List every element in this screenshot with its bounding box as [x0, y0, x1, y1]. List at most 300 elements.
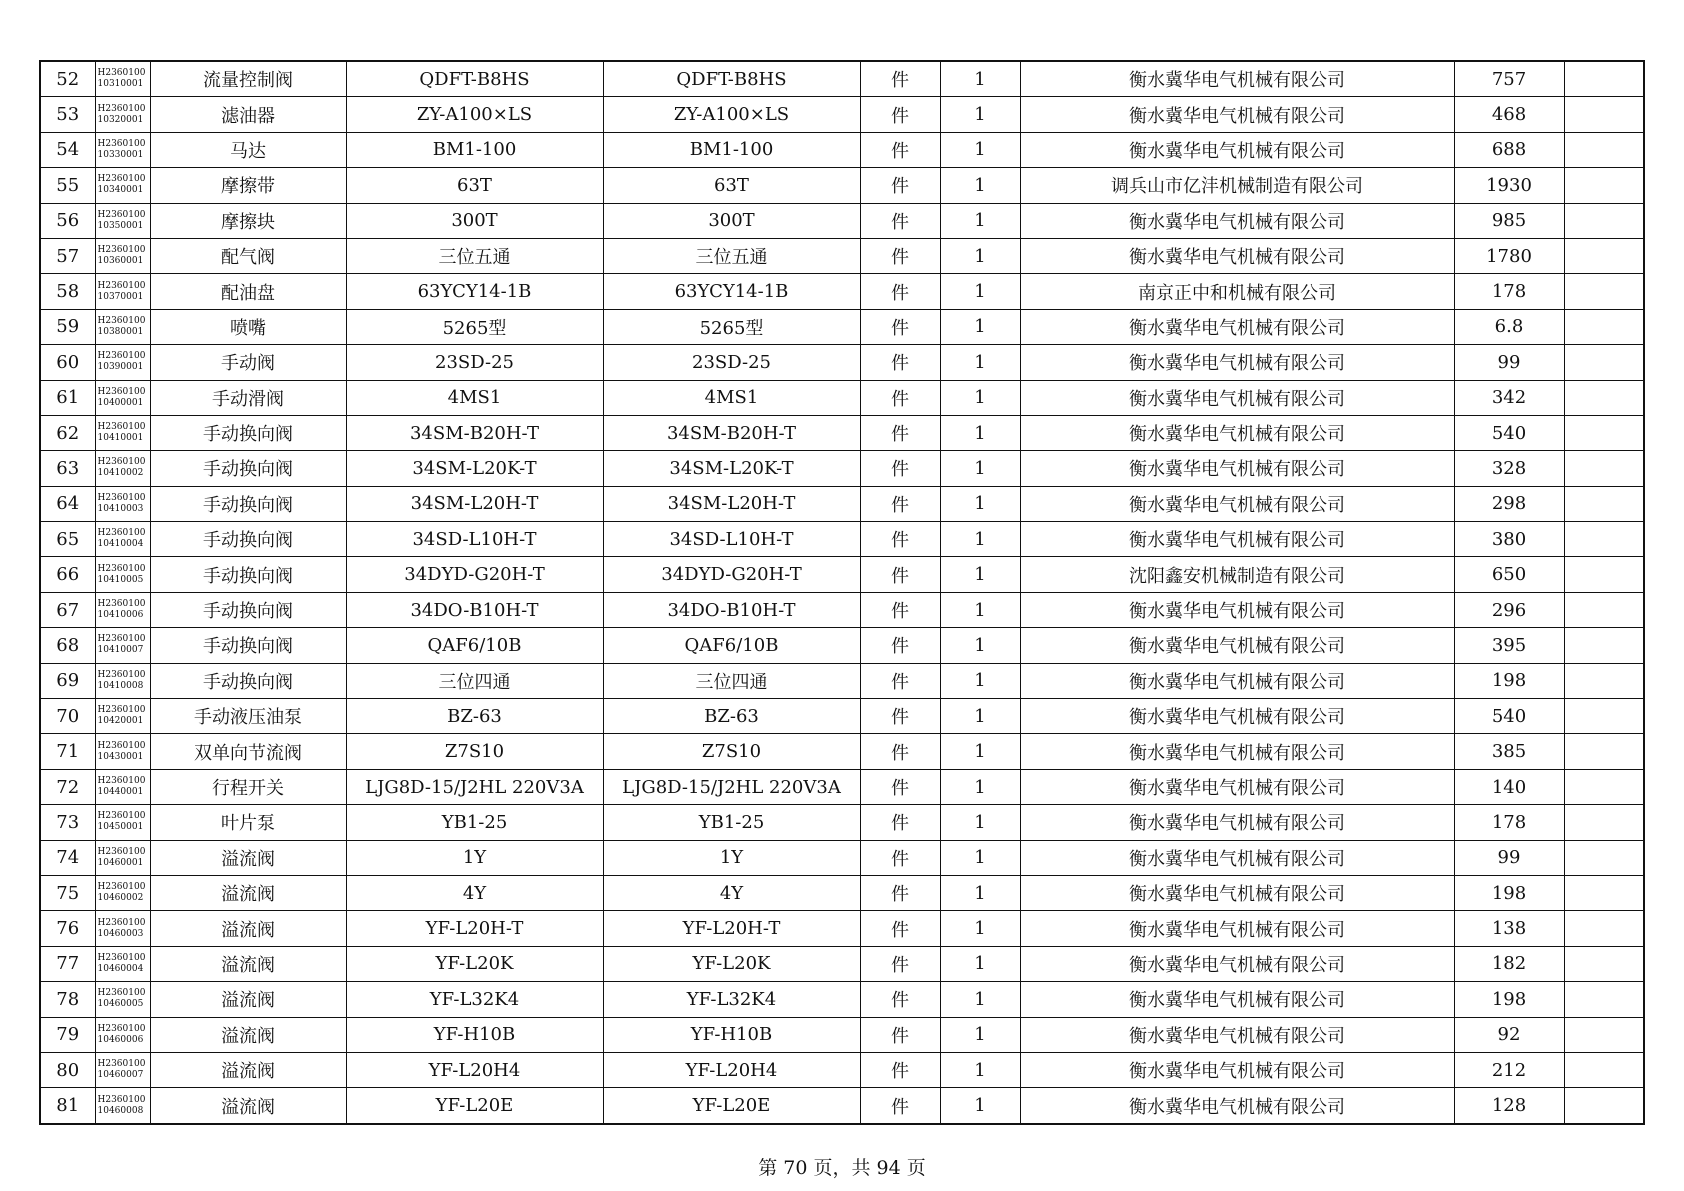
- item-code-part: H2360100: [97, 1023, 146, 1034]
- item-name: 溢流阀: [150, 1052, 346, 1087]
- item-code: [95, 238, 150, 273]
- item-name: 滤油器: [150, 97, 346, 132]
- item-name: 手动换向阀: [150, 415, 346, 450]
- item-name: 手动液压油泵: [150, 699, 346, 734]
- item-price: 328: [1454, 451, 1564, 486]
- item-unit: 件: [860, 628, 940, 663]
- item-price: 1780: [1454, 238, 1564, 273]
- item-name: 溢流阀: [150, 875, 346, 910]
- item-spec: 4Y: [346, 875, 603, 910]
- item-model: 63YCY14-1B: [603, 274, 860, 309]
- item-unit: 件: [860, 1088, 940, 1124]
- item-remark: [1564, 699, 1644, 734]
- item-code: [95, 203, 150, 238]
- item-supplier: 衡水冀华电气机械有限公司: [1020, 97, 1454, 132]
- row-number: 67: [40, 592, 95, 627]
- item-model: 1Y: [603, 840, 860, 875]
- item-unit: 件: [860, 557, 940, 592]
- row-number: 68: [40, 628, 95, 663]
- item-quantity: 1: [940, 982, 1020, 1017]
- item-supplier: 衡水冀华电气机械有限公司: [1020, 805, 1454, 840]
- item-quantity: 1: [940, 875, 1020, 910]
- item-code-part: 10460008: [97, 1105, 144, 1116]
- item-price: 540: [1454, 699, 1564, 734]
- item-model: 300T: [603, 203, 860, 238]
- item-supplier: 衡水冀华电气机械有限公司: [1020, 522, 1454, 557]
- item-unit: 件: [860, 61, 940, 97]
- item-spec: 63YCY14-1B: [346, 274, 603, 309]
- item-spec: YF-L20E: [346, 1088, 603, 1124]
- table-row: [40, 875, 1644, 910]
- item-price: 92: [1454, 1017, 1564, 1052]
- row-number: 81: [40, 1088, 95, 1124]
- item-code-part: 10410007: [97, 645, 144, 656]
- item-unit: 件: [860, 486, 940, 521]
- item-price: 380: [1454, 522, 1564, 557]
- item-code-part: 10460003: [97, 928, 144, 939]
- item-name: 叶片泵: [150, 805, 346, 840]
- item-code-part: 10410004: [97, 539, 144, 550]
- item-remark: [1564, 97, 1644, 132]
- item-supplier: 衡水冀华电气机械有限公司: [1020, 345, 1454, 380]
- item-remark: [1564, 557, 1644, 592]
- item-price: 99: [1454, 840, 1564, 875]
- item-supplier: 衡水冀华电气机械有限公司: [1020, 61, 1454, 97]
- item-code-part: 10460004: [97, 963, 144, 974]
- item-spec: Z7S10: [346, 734, 603, 769]
- item-code-part: 10460006: [97, 1034, 144, 1045]
- item-name: 喷嘴: [150, 309, 346, 344]
- item-unit: 件: [860, 274, 940, 309]
- item-code-part: 10450001: [97, 822, 144, 833]
- item-code-part: H2360100: [97, 811, 146, 822]
- item-model: QAF6/10B: [603, 628, 860, 663]
- item-spec: 5265型: [346, 309, 603, 344]
- item-name: 溢流阀: [150, 1017, 346, 1052]
- item-model: YF-L20H4: [603, 1052, 860, 1087]
- item-model: 三位五通: [603, 238, 860, 273]
- item-price: 1930: [1454, 168, 1564, 203]
- item-quantity: 1: [940, 592, 1020, 627]
- item-code: [95, 97, 150, 132]
- item-code: [95, 911, 150, 946]
- item-unit: 件: [860, 1017, 940, 1052]
- item-code-part: H2360100: [97, 882, 146, 893]
- item-remark: [1564, 451, 1644, 486]
- item-model: 34SM-L20K-T: [603, 451, 860, 486]
- item-code: [95, 415, 150, 450]
- row-number: 77: [40, 946, 95, 981]
- item-spec: 三位五通: [346, 238, 603, 273]
- item-model: ZY-A100×LS: [603, 97, 860, 132]
- item-spec: 4MS1: [346, 380, 603, 415]
- item-remark: [1564, 663, 1644, 698]
- item-spec: 34SM-L20K-T: [346, 451, 603, 486]
- row-number: 53: [40, 97, 95, 132]
- item-model: YF-H10B: [603, 1017, 860, 1052]
- item-remark: [1564, 628, 1644, 663]
- table-row: [40, 238, 1644, 273]
- item-remark: [1564, 203, 1644, 238]
- item-supplier: 衡水冀华电气机械有限公司: [1020, 663, 1454, 698]
- table-row: [40, 805, 1644, 840]
- item-unit: 件: [860, 734, 940, 769]
- item-quantity: 1: [940, 203, 1020, 238]
- item-code-part: H2360100: [97, 669, 146, 680]
- item-quantity: 1: [940, 380, 1020, 415]
- item-code-part: 10330001: [97, 149, 144, 160]
- item-code: [95, 451, 150, 486]
- item-code: [95, 946, 150, 981]
- item-price: 688: [1454, 132, 1564, 167]
- item-code-part: H2360100: [97, 988, 146, 999]
- item-model: 5265型: [603, 309, 860, 344]
- item-code: [95, 380, 150, 415]
- item-code-part: H2360100: [97, 280, 146, 291]
- item-unit: 件: [860, 663, 940, 698]
- item-remark: [1564, 132, 1644, 167]
- item-model: 34DYD-G20H-T: [603, 557, 860, 592]
- table-row: [40, 557, 1644, 592]
- item-price: 757: [1454, 61, 1564, 97]
- item-spec: YB1-25: [346, 805, 603, 840]
- item-code-part: H2360100: [97, 174, 146, 185]
- item-unit: 件: [860, 805, 940, 840]
- item-remark: [1564, 274, 1644, 309]
- table-body: [40, 61, 1644, 1124]
- item-model: YF-L32K4: [603, 982, 860, 1017]
- row-number: 76: [40, 911, 95, 946]
- item-code-part: 10410006: [97, 610, 144, 621]
- item-quantity: 1: [940, 1088, 1020, 1124]
- table-row: [40, 61, 1644, 97]
- item-supplier: 衡水冀华电气机械有限公司: [1020, 840, 1454, 875]
- item-remark: [1564, 805, 1644, 840]
- parts-table: [39, 60, 1645, 1125]
- item-code-part: H2360100: [97, 386, 146, 397]
- item-quantity: 1: [940, 61, 1020, 97]
- item-spec: 63T: [346, 168, 603, 203]
- item-price: 128: [1454, 1088, 1564, 1124]
- item-code: [95, 769, 150, 804]
- item-code-part: 10350001: [97, 220, 144, 231]
- item-model: BZ-63: [603, 699, 860, 734]
- item-remark: [1564, 840, 1644, 875]
- item-supplier: 调兵山市亿沣机械制造有限公司: [1020, 168, 1454, 203]
- table-row: [40, 946, 1644, 981]
- item-price: 178: [1454, 274, 1564, 309]
- table-row: [40, 663, 1644, 698]
- item-code-part: H2360100: [97, 740, 146, 751]
- item-supplier: 衡水冀华电气机械有限公司: [1020, 238, 1454, 273]
- table-row: [40, 415, 1644, 450]
- item-code-part: H2360100: [97, 705, 146, 716]
- row-number: 70: [40, 699, 95, 734]
- item-name: 摩擦块: [150, 203, 346, 238]
- item-code-part: 10340001: [97, 185, 144, 196]
- row-number: 71: [40, 734, 95, 769]
- item-supplier: 沈阳鑫安机械制造有限公司: [1020, 557, 1454, 592]
- item-supplier: 衡水冀华电气机械有限公司: [1020, 132, 1454, 167]
- item-unit: 件: [860, 699, 940, 734]
- item-name: 手动换向阀: [150, 663, 346, 698]
- item-price: 212: [1454, 1052, 1564, 1087]
- table-row: [40, 1052, 1644, 1087]
- item-unit: 件: [860, 238, 940, 273]
- item-code: [95, 61, 150, 97]
- item-model: YF-L20K: [603, 946, 860, 981]
- item-name: 双单向节流阀: [150, 734, 346, 769]
- item-code-part: H2360100: [97, 917, 146, 928]
- row-number: 64: [40, 486, 95, 521]
- item-unit: 件: [860, 946, 940, 981]
- item-unit: 件: [860, 875, 940, 910]
- table-row: [40, 769, 1644, 804]
- item-supplier: 衡水冀华电气机械有限公司: [1020, 628, 1454, 663]
- item-spec: 34SD-L10H-T: [346, 522, 603, 557]
- table-row: [40, 734, 1644, 769]
- item-price: 395: [1454, 628, 1564, 663]
- item-unit: 件: [860, 769, 940, 804]
- item-code-part: H2360100: [97, 776, 146, 786]
- item-remark: [1564, 522, 1644, 557]
- item-remark: [1564, 380, 1644, 415]
- item-remark: [1564, 1088, 1644, 1124]
- item-spec: QDFT-B8HS: [346, 61, 603, 97]
- item-model: 34SM-B20H-T: [603, 415, 860, 450]
- item-remark: [1564, 769, 1644, 804]
- item-code: [95, 699, 150, 734]
- item-quantity: 1: [940, 415, 1020, 450]
- item-name: 手动换向阀: [150, 557, 346, 592]
- item-quantity: 1: [940, 769, 1020, 804]
- item-supplier: 衡水冀华电气机械有限公司: [1020, 309, 1454, 344]
- item-supplier: 衡水冀华电气机械有限公司: [1020, 1088, 1454, 1124]
- item-supplier: 衡水冀华电气机械有限公司: [1020, 1017, 1454, 1052]
- row-number: 57: [40, 238, 95, 273]
- table-row: [40, 522, 1644, 557]
- item-price: 385: [1454, 734, 1564, 769]
- row-number: 52: [40, 61, 95, 97]
- item-unit: 件: [860, 415, 940, 450]
- row-number: 69: [40, 663, 95, 698]
- item-name: 手动换向阀: [150, 592, 346, 627]
- item-quantity: 1: [940, 557, 1020, 592]
- item-unit: 件: [860, 203, 940, 238]
- item-spec: 34DYD-G20H-T: [346, 557, 603, 592]
- item-spec: YF-H10B: [346, 1017, 603, 1052]
- item-code-part: H2360100: [97, 68, 146, 79]
- item-spec: BM1-100: [346, 132, 603, 167]
- row-number: 66: [40, 557, 95, 592]
- item-model: LJG8D-15/J2HL 220V3A: [603, 769, 860, 804]
- item-spec: 23SD-25: [346, 345, 603, 380]
- item-code-part: H2360100: [97, 209, 146, 220]
- table-row: [40, 982, 1644, 1017]
- item-remark: [1564, 734, 1644, 769]
- item-code: [95, 132, 150, 167]
- item-code-part: 10380001: [97, 326, 144, 337]
- item-remark: [1564, 875, 1644, 910]
- item-quantity: 1: [940, 946, 1020, 981]
- item-quantity: 1: [940, 97, 1020, 132]
- item-code: [95, 628, 150, 663]
- item-spec: 1Y: [346, 840, 603, 875]
- item-spec: QAF6/10B: [346, 628, 603, 663]
- item-price: 198: [1454, 875, 1564, 910]
- item-model: Z7S10: [603, 734, 860, 769]
- table-row: [40, 97, 1644, 132]
- item-model: 23SD-25: [603, 345, 860, 380]
- item-model: 34DO-B10H-T: [603, 592, 860, 627]
- item-code-part: 10420001: [97, 716, 144, 727]
- item-code-part: H2360100: [97, 599, 146, 610]
- item-unit: 件: [860, 982, 940, 1017]
- item-spec: YF-L32K4: [346, 982, 603, 1017]
- item-price: 985: [1454, 203, 1564, 238]
- item-remark: [1564, 238, 1644, 273]
- item-model: YF-L20H-T: [603, 911, 860, 946]
- item-price: 6.8: [1454, 309, 1564, 344]
- item-quantity: 1: [940, 309, 1020, 344]
- item-code-part: 10460002: [97, 893, 144, 904]
- item-code-part: 10460007: [97, 1070, 144, 1081]
- item-name: 手动换向阀: [150, 628, 346, 663]
- item-price: 342: [1454, 380, 1564, 415]
- row-number: 75: [40, 875, 95, 910]
- item-model: 4Y: [603, 875, 860, 910]
- row-number: 56: [40, 203, 95, 238]
- item-supplier: 衡水冀华电气机械有限公司: [1020, 699, 1454, 734]
- item-code: [95, 309, 150, 344]
- item-remark: [1564, 345, 1644, 380]
- item-code-part: 10410002: [97, 468, 144, 479]
- item-name: 手动滑阀: [150, 380, 346, 415]
- item-name: 配油盘: [150, 274, 346, 309]
- table-row: [40, 592, 1644, 627]
- row-number: 59: [40, 309, 95, 344]
- item-quantity: 1: [940, 345, 1020, 380]
- item-spec: 300T: [346, 203, 603, 238]
- item-quantity: 1: [940, 628, 1020, 663]
- item-spec: YF-L20K: [346, 946, 603, 981]
- item-spec: ZY-A100×LS: [346, 97, 603, 132]
- row-number: 79: [40, 1017, 95, 1052]
- item-code-part: 10370001: [97, 291, 144, 302]
- item-price: 99: [1454, 345, 1564, 380]
- item-price: 540: [1454, 415, 1564, 450]
- item-spec: LJG8D-15/J2HL 220V3A: [346, 769, 603, 804]
- item-code: [95, 592, 150, 627]
- row-number: 72: [40, 769, 95, 804]
- item-supplier: 衡水冀华电气机械有限公司: [1020, 203, 1454, 238]
- table-row: [40, 699, 1644, 734]
- table-row: [40, 203, 1644, 238]
- item-supplier: 衡水冀华电气机械有限公司: [1020, 769, 1454, 804]
- row-number: 78: [40, 982, 95, 1017]
- table-row: [40, 168, 1644, 203]
- item-remark: [1564, 1017, 1644, 1052]
- item-model: YB1-25: [603, 805, 860, 840]
- item-code-part: 10460001: [97, 857, 144, 868]
- item-price: 468: [1454, 97, 1564, 132]
- item-code-part: 10410005: [97, 574, 144, 585]
- item-name: 马达: [150, 132, 346, 167]
- item-quantity: 1: [940, 168, 1020, 203]
- footer-suffix: 页: [906, 1157, 926, 1179]
- row-number: 63: [40, 451, 95, 486]
- item-code-part: H2360100: [97, 351, 146, 362]
- item-supplier: 衡水冀华电气机械有限公司: [1020, 486, 1454, 521]
- item-code-part: H2360100: [97, 528, 146, 539]
- item-code: [95, 663, 150, 698]
- item-supplier: 衡水冀华电气机械有限公司: [1020, 875, 1454, 910]
- item-unit: 件: [860, 132, 940, 167]
- item-model: BM1-100: [603, 132, 860, 167]
- item-supplier: 衡水冀华电气机械有限公司: [1020, 946, 1454, 981]
- table-row: [40, 628, 1644, 663]
- footer-total-pages: 94: [876, 1157, 901, 1179]
- row-number: 55: [40, 168, 95, 203]
- item-supplier: 南京正中和机械有限公司: [1020, 274, 1454, 309]
- item-name: 摩擦带: [150, 168, 346, 203]
- item-price: 138: [1454, 911, 1564, 946]
- page-footer: [0, 1153, 1684, 1180]
- item-code: [95, 557, 150, 592]
- item-name: 流量控制阀: [150, 61, 346, 97]
- item-code: [95, 345, 150, 380]
- item-code-part: H2360100: [97, 634, 146, 645]
- item-model: 34SM-L20H-T: [603, 486, 860, 521]
- item-unit: 件: [860, 592, 940, 627]
- row-number: 58: [40, 274, 95, 309]
- footer-page-number: 70: [783, 1157, 808, 1179]
- item-unit: 件: [860, 168, 940, 203]
- row-number: 74: [40, 840, 95, 875]
- item-name: 溢流阀: [150, 946, 346, 981]
- item-code: [95, 1052, 150, 1087]
- item-model: QDFT-B8HS: [603, 61, 860, 97]
- item-supplier: 衡水冀华电气机械有限公司: [1020, 911, 1454, 946]
- item-name: 手动阀: [150, 345, 346, 380]
- item-remark: [1564, 415, 1644, 450]
- item-quantity: 1: [940, 486, 1020, 521]
- row-number: 65: [40, 522, 95, 557]
- item-code-part: H2360100: [97, 422, 146, 433]
- item-quantity: 1: [940, 451, 1020, 486]
- item-code: [95, 805, 150, 840]
- item-code-part: H2360100: [97, 457, 146, 468]
- item-name: 溢流阀: [150, 840, 346, 875]
- item-quantity: 1: [940, 840, 1020, 875]
- item-supplier: 衡水冀华电气机械有限公司: [1020, 592, 1454, 627]
- item-code: [95, 875, 150, 910]
- row-number: 61: [40, 380, 95, 415]
- item-code-part: H2360100: [97, 846, 146, 857]
- item-price: 198: [1454, 982, 1564, 1017]
- item-code-part: H2360100: [97, 1094, 146, 1105]
- item-quantity: 1: [940, 1052, 1020, 1087]
- footer-prefix: 第: [758, 1157, 778, 1179]
- table-row: [40, 309, 1644, 344]
- footer-middle: 页，共: [813, 1157, 871, 1179]
- row-number: 80: [40, 1052, 95, 1087]
- item-supplier: 衡水冀华电气机械有限公司: [1020, 982, 1454, 1017]
- item-code-part: 10360001: [97, 256, 144, 267]
- item-quantity: 1: [940, 699, 1020, 734]
- item-remark: [1564, 486, 1644, 521]
- table-row: [40, 486, 1644, 521]
